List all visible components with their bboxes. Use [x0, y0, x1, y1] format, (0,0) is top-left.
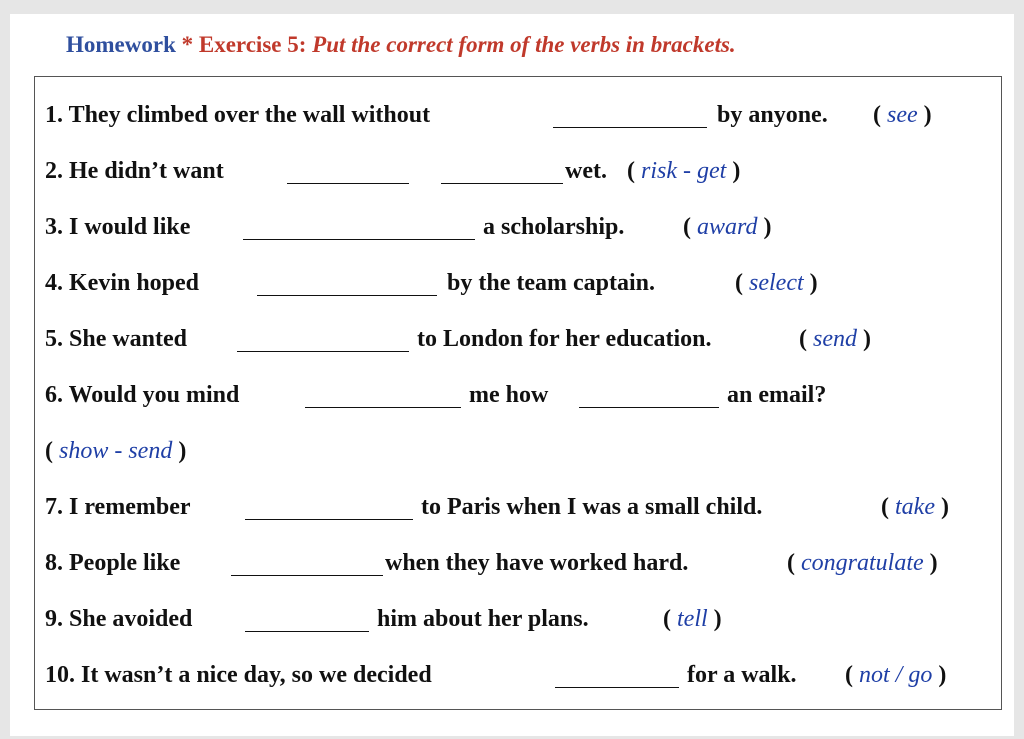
item-2-text: 2. He didn’t want	[45, 158, 224, 184]
item-1-hint: ( see )	[873, 102, 932, 128]
item-1-after: by anyone.	[717, 102, 828, 128]
item-3-blank[interactable]	[243, 239, 475, 240]
item-6-hint: ( show - send )	[45, 438, 187, 464]
item-4-after: by the team captain.	[447, 270, 655, 296]
item-6-blank-2[interactable]	[579, 407, 719, 408]
item-4-blank[interactable]	[257, 295, 437, 296]
item-7-hint: ( take )	[881, 494, 949, 520]
item-7-blank[interactable]	[245, 519, 413, 520]
item-3-hint: ( award )	[683, 214, 772, 240]
exercise-box	[34, 76, 1002, 710]
item-8-blank[interactable]	[231, 575, 383, 576]
item-10-text: 10. It wasn’t a nice day, so we decided	[45, 662, 432, 688]
item-6-mid: me how	[469, 382, 549, 408]
item-9-text: 9. She avoided	[45, 606, 193, 632]
item-2-hint: ( risk - get )	[627, 158, 741, 184]
item-8-text: 8. People like	[45, 550, 181, 576]
exercise-heading	[66, 32, 736, 58]
item-1-blank[interactable]	[553, 127, 707, 128]
worksheet	[10, 14, 1014, 736]
item-2-after: wet.	[565, 158, 607, 184]
item-8-hint: ( congratulate )	[787, 550, 938, 576]
item-2-blank-2[interactable]	[441, 183, 563, 184]
item-4-hint: ( select )	[735, 270, 818, 296]
item-10-hint: ( not / go )	[845, 662, 947, 688]
item-8-after: when they have worked hard.	[385, 550, 689, 576]
item-4-text: 4. Kevin hoped	[45, 270, 200, 296]
item-9-after: him about her plans.	[377, 606, 589, 632]
exercise-number: Exercise 5:	[198, 32, 307, 57]
item-6-text: 6. Would you mind	[45, 382, 240, 408]
item-2-blank-1[interactable]	[287, 183, 409, 184]
item-3-text: 3. I would like	[45, 214, 191, 240]
item-7-after: to Paris when I was a small child.	[421, 494, 763, 520]
item-5-hint: ( send )	[799, 326, 871, 352]
item-9-blank[interactable]	[245, 631, 369, 632]
item-10-after: for a walk.	[687, 662, 797, 688]
item-5-after: to London for her education.	[417, 326, 712, 352]
item-9-hint: ( tell )	[663, 606, 722, 632]
item-5-text: 5. She wanted	[45, 326, 188, 352]
item-7-text: 7. I remember	[45, 494, 191, 520]
item-5-blank[interactable]	[237, 351, 409, 352]
item-6-after: an email?	[727, 382, 827, 408]
item-10-blank[interactable]	[555, 687, 679, 688]
item-1-text: 1. They climbed over the wall without	[45, 102, 431, 128]
homework-label: Homework	[66, 32, 176, 57]
star-separator: *	[181, 32, 194, 57]
exercise-instruction: Put the correct form of the verbs in brackets.	[312, 32, 736, 57]
item-6-blank-1[interactable]	[305, 407, 461, 408]
item-3-after: a scholarship.	[483, 214, 625, 240]
